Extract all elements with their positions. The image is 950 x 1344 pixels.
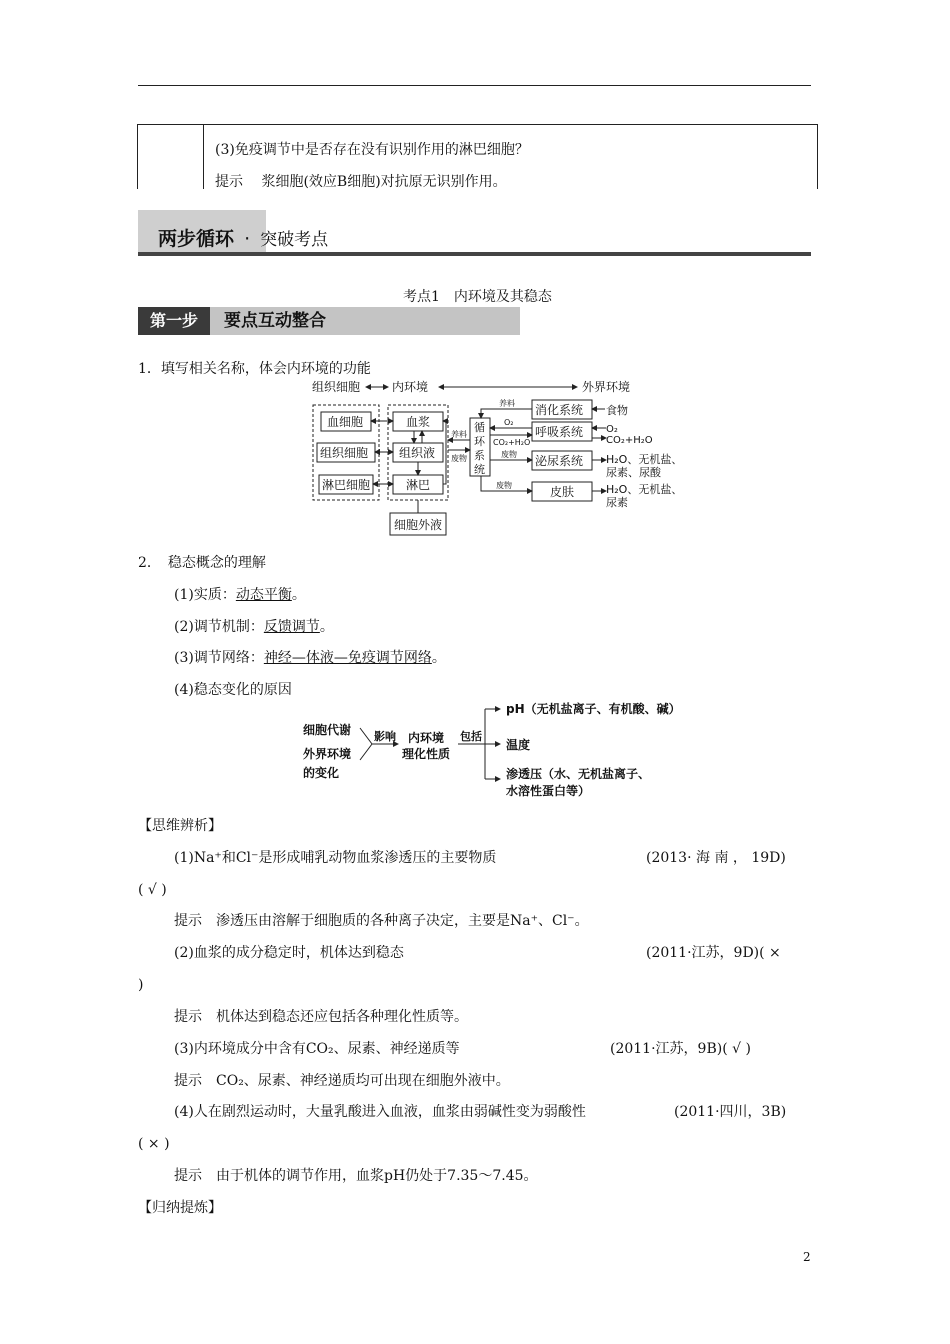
d1-external-env: 外界环境 — [582, 380, 631, 394]
d1-blood-cell: 血细胞 — [327, 415, 364, 429]
d1-internal-env: 内环境 — [392, 380, 429, 394]
d1-circ-3: 系 — [474, 449, 485, 462]
d1-tissue-cell: 组织细胞 — [320, 446, 369, 460]
d2-internal-1: 内环境 — [408, 731, 445, 745]
d1-circ-2: 环 — [474, 435, 485, 448]
d1-urinary-out-1: H₂O、无机盐、 — [606, 453, 683, 466]
hint-label: 提示 — [215, 174, 243, 190]
judgment-2-source: (2011·江苏，9D)( × — [646, 945, 781, 961]
banner-title — [158, 224, 328, 251]
header-rule — [138, 85, 811, 86]
judgment-3-source: (2011·江苏，9B)( √ ) — [610, 1041, 751, 1057]
judgment-1-mark: ( √ ) — [138, 882, 167, 898]
d1-respiratory: 呼吸系统 — [535, 425, 584, 439]
judgment-2-statement: (2)血浆的成分稳定时，机体达到稳态 — [174, 945, 404, 961]
item-2-2 — [174, 617, 334, 637]
d1-nutrient-left: 养料 — [451, 430, 467, 439]
d1-urinary-out-2: 尿素、尿酸 — [606, 466, 661, 479]
item-2: 2． 稳态概念的理解 — [138, 555, 266, 571]
d1-o2-out: O₂ — [606, 424, 618, 435]
banner-rule — [138, 252, 811, 256]
judgment-3-hint: 提示 CO₂、尿素、神经递质均可出现在细胞外液中。 — [174, 1073, 510, 1089]
d1-food: 食物 — [606, 404, 628, 417]
step-banner — [138, 307, 520, 335]
d1-co2-small: CO₂+H₂O — [493, 438, 531, 447]
thinking-title: 【思维辨析】 — [138, 818, 222, 834]
d2-metabolism: 细胞代谢 — [303, 723, 352, 737]
judgment-2-mark: ) — [138, 977, 144, 993]
judgment-4-source: (2011·四川，3B) — [674, 1104, 787, 1120]
hint-text: 浆细胞(效应B细胞)对抗原无识别作用。 — [261, 174, 507, 190]
d1-waste-left: 废物 — [451, 454, 467, 463]
table-divider — [203, 125, 204, 189]
item-2-1 — [174, 585, 306, 605]
judgment-4-statement: (4)人在剧烈运动时，大量乳酸进入血液，血浆由弱碱性变为弱酸性 — [174, 1104, 586, 1120]
item-2-2-answer: 反馈调节 — [263, 619, 320, 635]
item-2-1-prefix: (1)实质： — [174, 587, 236, 603]
d1-plasma: 血浆 — [406, 415, 431, 429]
d1-lymph-cell: 淋巴细胞 — [322, 478, 371, 492]
item-2-3-answer: 神经—体液—免疫调节网络 — [263, 650, 432, 666]
d1-lymph: 淋巴 — [406, 478, 431, 492]
homeostasis-factors-diagram — [300, 696, 695, 804]
d1-tissue-fluid: 组织液 — [399, 446, 436, 460]
d1-nutrient-top: 养料 — [499, 399, 515, 408]
judgment-2-hint: 提示 机体达到稳态还应包括各种理化性质等。 — [174, 1009, 468, 1025]
judgment-1-hint: 提示 渗透压由溶解于细胞质的各种离子决定，主要是Na⁺、Cl⁻。 — [174, 913, 589, 929]
banner-bold: 两步循环 — [158, 228, 235, 250]
step-label: 第一步 — [138, 307, 210, 335]
d2-external-2: 的变化 — [303, 766, 340, 780]
d2-influence: 影响 — [374, 730, 396, 743]
d1-extracellular: 细胞外液 — [394, 518, 443, 532]
d2-internal-2: 理化性质 — [402, 747, 451, 761]
d1-skin-out-2: 尿素 — [606, 496, 628, 509]
d2-osmotic-2: 水溶性蛋白等） — [506, 784, 591, 798]
table-hint — [215, 172, 507, 192]
item-2-3 — [174, 648, 446, 668]
d1-circ-4: 统 — [474, 463, 485, 476]
period: 。 — [319, 619, 334, 635]
d1-co2-out: CO₂+H₂O — [606, 435, 653, 446]
item-2-1-answer: 动态平衡 — [235, 587, 292, 603]
judgment-4-hint: 提示 由于机体的调节作用，血浆pH仍处于7.35～7.45。 — [174, 1168, 538, 1184]
banner-rest: 突破考点 — [260, 230, 329, 250]
item-2-2-prefix: (2)调节机制： — [174, 619, 264, 635]
d2-include: 包括 — [460, 730, 482, 743]
section-banner — [138, 210, 811, 256]
d2-osmotic-1: 渗透压（水、无机盐离子、 — [506, 767, 651, 781]
d1-circ-1: 循 — [474, 421, 485, 434]
d1-skin-out-1: H₂O、无机盐、 — [606, 483, 683, 496]
page-number: 2 — [803, 1250, 811, 1264]
judgment-4-mark: ( × ) — [138, 1136, 170, 1152]
d1-urinary: 泌尿系统 — [535, 454, 584, 468]
internal-environment-diagram — [300, 376, 700, 540]
d2-external-1: 外界环境 — [303, 747, 352, 761]
d1-waste-skin: 废物 — [496, 481, 512, 490]
d1-skin: 皮肤 — [550, 485, 575, 499]
kaodian-title: 考点1 内环境及其稳态 — [403, 289, 552, 305]
item-2-3-prefix: (3)调节网络： — [174, 650, 264, 666]
table-question: (3)免疫调节中是否存在没有识别作用的淋巴细胞？ — [215, 142, 529, 158]
d2-ph: pH（无机盐离子、有机酸、碱） — [506, 702, 681, 716]
period: 。 — [291, 587, 306, 603]
d1-tissue-cell-top: 组织细胞 — [312, 380, 361, 394]
d1-o2-small: O₂ — [504, 418, 514, 427]
banner-dot: · — [244, 228, 251, 250]
summary-title: 【归纳提炼】 — [138, 1200, 222, 1216]
step-title: 要点互动整合 — [224, 311, 326, 331]
d1-waste-urinary: 废物 — [501, 450, 517, 459]
judgment-3-statement: (3)内环境成分中含有CO₂、尿素、神经递质等 — [174, 1041, 460, 1057]
item-2-4: (4)稳态变化的原因 — [174, 682, 292, 698]
d1-digestive: 消化系统 — [535, 403, 584, 417]
d2-temperature: 温度 — [506, 738, 531, 752]
judgment-1-statement: (1)Na⁺和Cl⁻是形成哺乳动物血浆渗透压的主要物质 — [174, 850, 497, 866]
item-1: 1．填写相关名称，体会内环境的功能 — [138, 361, 371, 377]
period: 。 — [431, 650, 446, 666]
judgment-1-source: (2013· 海 南 ， 19D) — [646, 850, 786, 866]
